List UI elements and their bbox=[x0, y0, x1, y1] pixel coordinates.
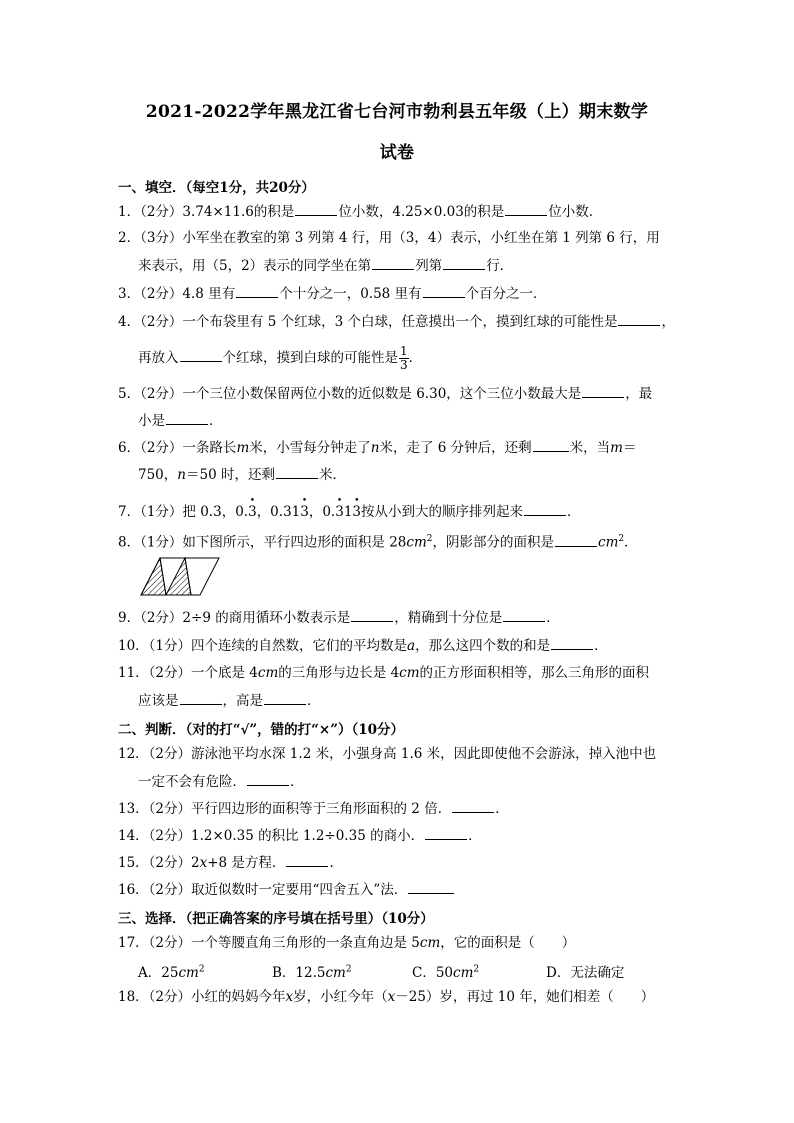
option-a[interactable]: A．$25cm^2$ bbox=[138, 964, 205, 981]
question-2-cont: 来表示，用（5，2）表示的同学坐在第 列第 行． bbox=[138, 258, 514, 274]
question-8: 8．（1分）如下图所示，平行四边形的面积是 $28cm^2$，阴影部分的面积是 $cm^2$． bbox=[118, 534, 638, 551]
question-11: 11．（2分）一个底是 4cm的三角形与边长是 4cm的正方形面积相等，那么三角形的面积 bbox=[118, 665, 650, 681]
answer-blank[interactable] bbox=[452, 799, 494, 813]
shaded-triangle bbox=[166, 558, 191, 595]
question-5: 5．（2分）一个三位小数保留两位小数的近似数是 6.30，这个三位小数最大是 ，最 bbox=[118, 386, 653, 402]
question-17: 17．（2分）一个等腰直角三角形的一条直角边是 5cm，它的面积是（ ） bbox=[118, 935, 576, 951]
question-15: 15．（2分）2x+8 是方程． ． bbox=[118, 855, 343, 871]
answer-blank[interactable] bbox=[443, 256, 485, 270]
question-6: 6．（2分）一条路长m米，小雪每分钟走了n米，走了 6 分钟后，还剩 米，当m＝ bbox=[118, 440, 637, 456]
repeating-digit: • 3 bbox=[335, 503, 344, 521]
answer-blank[interactable] bbox=[505, 202, 547, 216]
question-4: 4．（2分）一个布袋里有 5 个红球，3 个白球，任意摸出一个，摸到红球的可能性是 ， bbox=[118, 314, 675, 330]
question-12: 12．（2分）游泳池平均水深 1.2 米，小强身高 1.6 米，因此即使他不会游泳，掉入池中也 bbox=[118, 746, 657, 762]
section-fill-in: 一、填空．（每空1分，共20分） bbox=[118, 180, 315, 196]
answer-blank[interactable] bbox=[180, 348, 222, 362]
answer-blank[interactable] bbox=[618, 312, 660, 326]
answer-blank[interactable] bbox=[408, 880, 454, 894]
answer-blank[interactable] bbox=[555, 533, 597, 547]
section-true-false: 二、判断．（对的打“√”，错的打“×”）（10分） bbox=[118, 722, 405, 738]
answer-blank[interactable] bbox=[524, 502, 566, 516]
question-16: 16．（2分）取近似数时一定要用“四舍五入”法． bbox=[118, 880, 455, 899]
answer-blank[interactable] bbox=[286, 853, 328, 867]
repeating-digit: • 3 bbox=[300, 503, 309, 521]
question-13: 13．（2分）平行四边形的面积等于三角形面积的 2 倍． ． bbox=[118, 801, 509, 817]
answer-blank[interactable] bbox=[425, 826, 467, 840]
question-14: 14．（2分）1.2×0.35 的积比 1.2÷0.35 的商小． ． bbox=[118, 828, 482, 844]
option-c[interactable]: C．$50cm^2$ bbox=[412, 964, 480, 981]
question-2: 2．（3分）小军坐在教室的第 3 列第 4 行，用（3，4）表示，小红坐在第 1 列第 6 行，用 bbox=[118, 230, 660, 246]
answer-blank[interactable] bbox=[551, 636, 593, 650]
answer-blank[interactable] bbox=[503, 608, 545, 622]
option-b[interactable]: B．$12.5cm^2$ bbox=[272, 964, 352, 981]
question-18: 18．（2分）小红的妈妈今年x岁，小红今年（x－25）岁，再过 10 年，她们相差（ ） bbox=[118, 989, 655, 1005]
question-11-cont: 应该是 ，高是 ． bbox=[138, 693, 321, 709]
answer-blank[interactable] bbox=[236, 284, 278, 298]
question-10: 10．（1分）四个连续的自然数，它们的平均数是a，那么这四个数的和是 ． bbox=[118, 638, 608, 654]
answer-blank[interactable] bbox=[372, 256, 414, 270]
question-3: 3．（2分）4.8 里有 个十分之一，0.58 里有 个百分之一． bbox=[118, 286, 547, 302]
answer-blank[interactable] bbox=[423, 284, 465, 298]
section-multiple-choice: 三、选择．（把正确答案的序号填在括号里）（10分） bbox=[118, 911, 434, 927]
repeating-digit: • 3 bbox=[248, 503, 257, 521]
question-9: 9．（2分）2÷9 的商用循环小数表示是 ，精确到十分位是 ． bbox=[118, 610, 560, 626]
answer-blank[interactable] bbox=[180, 691, 222, 705]
answer-blank[interactable] bbox=[351, 608, 393, 622]
question-7: 7．（1分）把 0.3，0.• 3，0.31• 3，0.• 31• 3按从小到大的顺序排列起来 ． bbox=[118, 502, 581, 521]
parallelogram-figure bbox=[140, 557, 220, 597]
exam-title-line-1: 2021-2022学年黑龙江省七台河市勃利县五年级（上）期末数学 bbox=[145, 102, 649, 122]
answer-blank[interactable] bbox=[582, 384, 624, 398]
repeating-digit: • 3 bbox=[352, 503, 361, 521]
question-1: 1．（2分）3.74×11.6的积是 位小数，4.25×0.03的积是 位小数． bbox=[118, 204, 603, 220]
exam-title-line-2: 试卷 bbox=[379, 143, 415, 163]
answer-blank[interactable] bbox=[295, 202, 337, 216]
question-12-cont: 一定不会有危险． ． bbox=[138, 774, 304, 790]
option-d[interactable]: D．无法确定 bbox=[546, 965, 625, 981]
question-4-cont: 再放入 个红球，摸到白球的可能性是 $\frac{1}{3}$ ． bbox=[138, 344, 423, 372]
shaded-triangle bbox=[141, 558, 166, 595]
answer-blank[interactable] bbox=[264, 691, 306, 705]
question-6-cont: 750，n＝50 时，还剩 米． bbox=[138, 467, 346, 483]
fraction-one-third: $\frac{1}{3}$ bbox=[400, 344, 408, 372]
question-5-cont: 小是 ． bbox=[138, 413, 223, 429]
answer-blank[interactable] bbox=[533, 438, 569, 452]
answer-blank[interactable] bbox=[166, 411, 208, 425]
answer-blank[interactable] bbox=[276, 465, 318, 479]
answer-blank[interactable] bbox=[247, 772, 289, 786]
